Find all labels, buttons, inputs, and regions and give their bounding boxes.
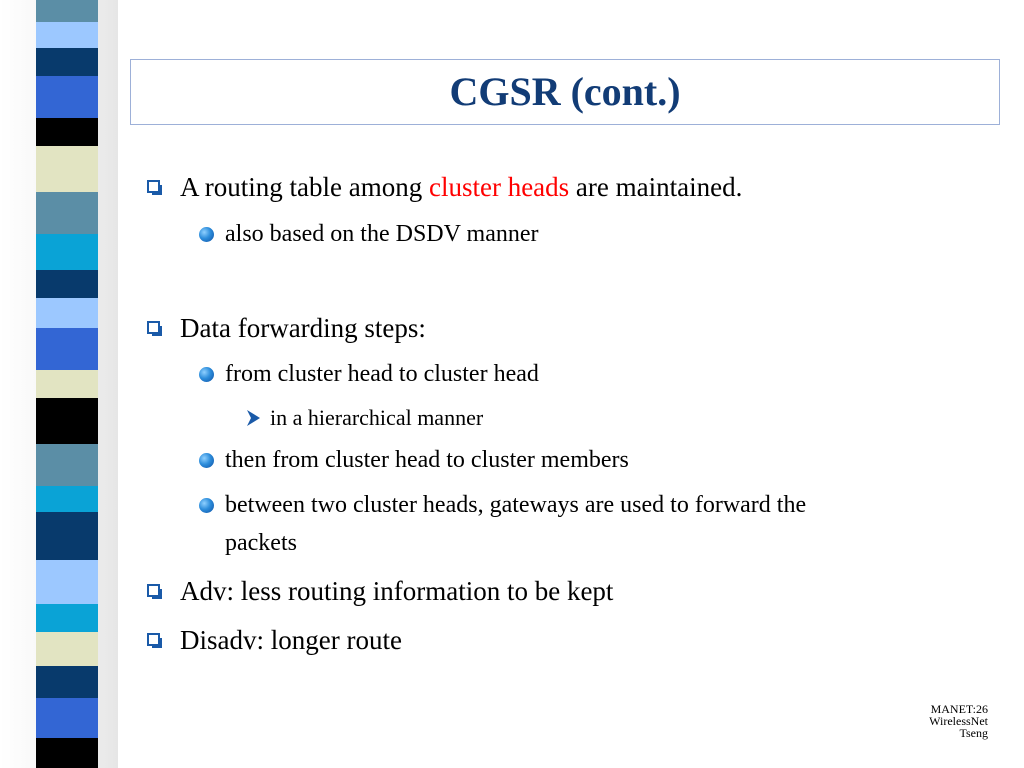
square-bullet-icon bbox=[147, 633, 160, 646]
footer-author: Tseng bbox=[959, 726, 988, 740]
square-bullet-icon bbox=[147, 321, 160, 334]
footer-course: WirelessNet bbox=[929, 714, 988, 728]
sub-bullet-head-to-members: then from cluster head to cluster members bbox=[225, 447, 629, 473]
sub-bullet-head-to-head: from cluster head to cluster head bbox=[225, 361, 539, 387]
round-bullet-icon bbox=[199, 367, 214, 382]
round-bullet-icon bbox=[199, 227, 214, 242]
sub-bullet-dsdv: also based on the DSDV manner bbox=[225, 221, 539, 247]
bullet-routing-table bbox=[180, 172, 742, 203]
square-bullet-icon bbox=[147, 584, 160, 597]
sub-bullet-gateways-line2: packets bbox=[225, 530, 297, 556]
square-bullet-icon bbox=[147, 180, 160, 193]
round-bullet-icon bbox=[199, 498, 214, 513]
bullet-disadv: Disadv: longer route bbox=[180, 625, 402, 655]
title-box bbox=[130, 59, 1000, 125]
bullet-text: are maintained. bbox=[569, 172, 743, 202]
sub-bullet-gateways-line1: between two cluster heads, gateways are used to forward the bbox=[225, 492, 807, 518]
bullet-text: A routing table among bbox=[180, 172, 429, 202]
slide-footer bbox=[929, 703, 988, 739]
slide-title: CGSR (cont.) bbox=[449, 69, 681, 114]
footer-slide-number: MANET:26 bbox=[930, 702, 988, 716]
bullet-data-forwarding: Data forwarding steps: bbox=[180, 313, 426, 343]
subsub-bullet-hierarchical: in a hierarchical manner bbox=[270, 405, 484, 430]
highlight-cluster-heads: cluster heads bbox=[428, 172, 570, 202]
decorative-stripe-bar bbox=[36, 0, 98, 768]
bullet-adv: Adv: less routing information to be kept bbox=[180, 576, 614, 606]
arrow-bullet-icon bbox=[245, 409, 261, 427]
round-bullet-icon bbox=[199, 453, 214, 468]
